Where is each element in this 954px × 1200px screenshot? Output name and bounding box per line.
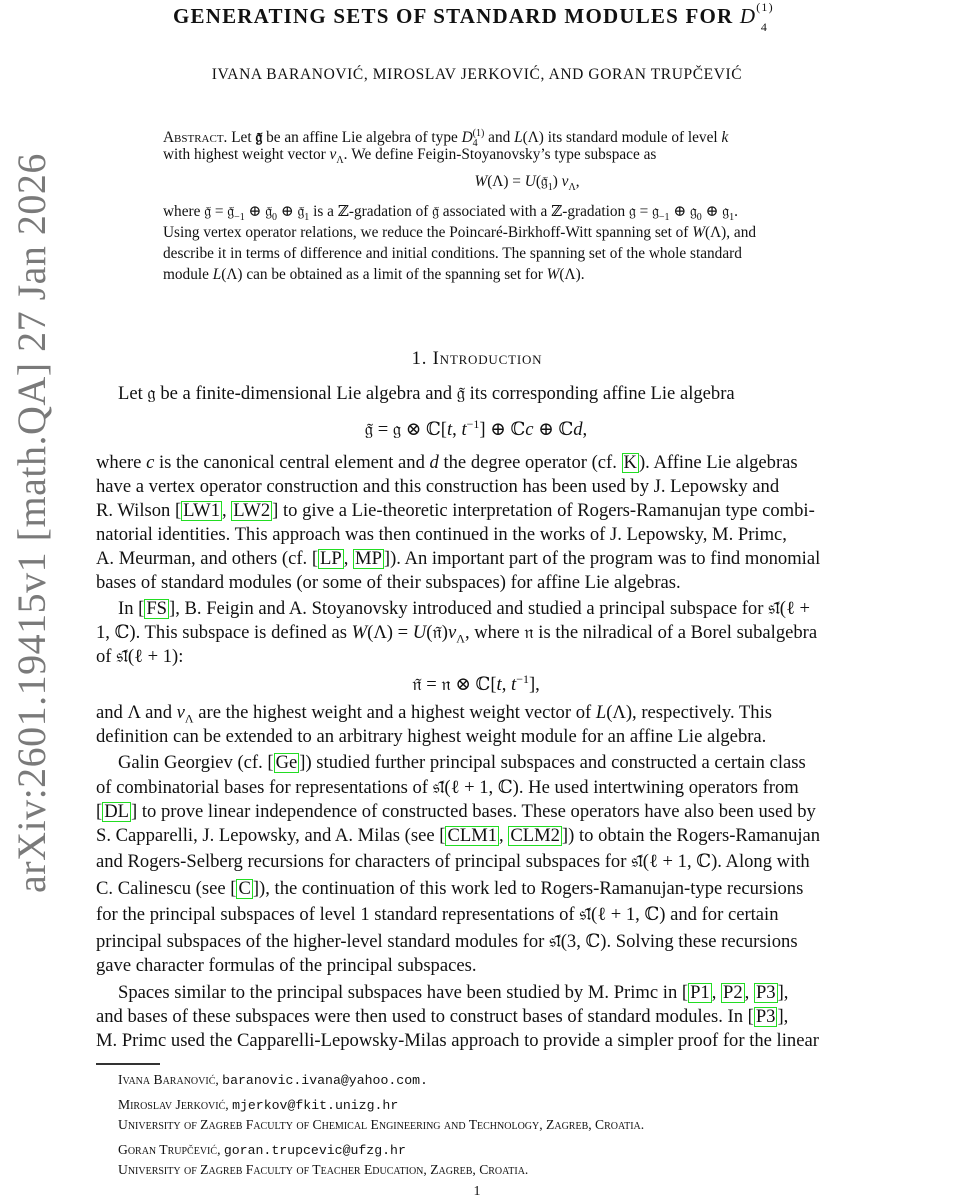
- citation-link[interactable]: Ge: [275, 752, 298, 773]
- title-math-d: D: [739, 4, 757, 28]
- paragraph-line: and bases of these subspaces were then used to construct bases of standard modules. In [ P3 ],: [96, 1006, 789, 1027]
- citation-link[interactable]: MP: [355, 548, 382, 569]
- abstract-line: module L(Λ) can be obtained as a limit of the spanning set for W(Λ).: [163, 266, 585, 283]
- paragraph-line: Galin Georgiev (cf. [ Ge ]) studied further principal subspaces and constructed a certain class: [118, 752, 806, 773]
- paragraph-line: A. Meurman, and others (cf. [ LP , MP ]). An important part of the program was to find monomial: [96, 548, 821, 569]
- paragraph-line: Let 𝔤 be a finite-dimensional Lie algebra and 𝔤̃ its corresponding affine Lie algebra: [118, 383, 735, 404]
- citation-link[interactable]: FS: [146, 598, 168, 619]
- paragraph-line: principal subspaces of the higher-level standard modules for 𝔰𝔩̃(3, ℂ). Solving these recursions: [96, 931, 798, 952]
- footnote-email[interactable]: goran.trupcevic@ufzg.hr: [223, 1143, 406, 1158]
- paragraph-line: of 𝔰𝔩̃(ℓ + 1):: [96, 646, 184, 667]
- footnote-divider: [96, 1063, 160, 1065]
- paragraph-line: Spaces similar to the principal subspaces have been studied by M. Primc in [ P1 , P2 , P3 ],: [118, 982, 789, 1003]
- citation-link[interactable]: LW1: [183, 500, 220, 521]
- author-list: IVANA BARANOVIĆ, MIROSLAV JERKOVIĆ, AND GORAN TRUPČEVIĆ: [211, 66, 743, 83]
- paragraph-line: In [ FS ], B. Feigin and A. Stoyanovsky introduced and studied a principal subspace for 𝔰𝔩̃(ℓ +: [118, 598, 811, 619]
- paragraph-line: gave character formulas of the principal subspaces.: [96, 955, 477, 976]
- page-number: 1: [473, 1184, 481, 1199]
- abstract-label: Abstract.: [163, 129, 228, 147]
- citation-link[interactable]: CLM2: [510, 825, 560, 846]
- footnote-email[interactable]: mjerkov@fkit.unizg.hr: [232, 1098, 399, 1113]
- paragraph-line: bases of standard modules (or some of their subspaces) for affine Lie algebras.: [96, 572, 681, 593]
- citation-link[interactable]: CLM1: [447, 825, 498, 846]
- citation-link[interactable]: DL: [104, 801, 129, 822]
- paragraph-line: where c is the canonical central element and d the degree operator (cf. K ). Affine Lie algebras: [96, 452, 798, 473]
- footnote-author-3: Goran Trupčević, goran.trupcevic@ufzg.hr: [118, 1142, 406, 1158]
- section-number: 1.: [411, 348, 428, 369]
- paragraph-line: S. Capparelli, J. Lepowsky, and A. Milas (see [ CLM1 , CLM2 ]) to obtain the Rogers-Ramanujan: [96, 825, 821, 846]
- citation-link[interactable]: K: [623, 452, 637, 473]
- paragraph-line: natorial identities. This approach was then continued in the works of J. Lepowsky, M. Primc,: [96, 524, 787, 545]
- citation-link[interactable]: P3: [755, 1006, 776, 1027]
- paragraph-line: R. Wilson [ LW1 , LW2 ] to give a Lie-theoretic interpretation of Rogers-Ramanujan type combi-: [96, 500, 815, 521]
- paragraph-line: and Λ and $v_\Lambda$ are the highest weight and a highest weight vector of L(Λ), respectively. This: [96, 702, 772, 726]
- citation-link[interactable]: P1: [690, 982, 710, 1003]
- footnote-author-1: Ivana Baranović, baranovic.ivana@yahoo.com.: [118, 1072, 428, 1088]
- paragraph-line: 1, ℂ). This subspace is defined as $W(\Lambda) = U(𝔫̃)v_\Lambda$, where 𝔫 is the nilradical of a Borel subalgebra: [96, 622, 818, 646]
- title-math-sup: (1): [756, 0, 774, 14]
- paragraph-line: definition can be extended to an arbitrary highest weight module for an affine Lie algebra.: [96, 726, 767, 747]
- section-title: Introduction: [432, 348, 543, 369]
- footnote-email[interactable]: baranovic.ivana@yahoo.com.: [222, 1073, 428, 1088]
- footnote-author-2: Miroslav Jerković, mjerkov@fkit.unizg.hr: [118, 1097, 399, 1113]
- footnote-affiliation: University of Zagreb Faculty of Teacher Education, Zagreb, Croatia.: [118, 1162, 529, 1177]
- abstract-line: where 𝔤̃ = $𝔤̃_{-1}$ ⊕ $𝔤̃_0$ ⊕ $𝔤̃_1$ is a ℤ-gradation of 𝔤̃ associated with a ℤ-gradation 𝔤 = 𝔤$_{-1}$ ⊕ 𝔤$_0$ ⊕ 𝔤$_1$.: [163, 203, 738, 224]
- citation-link[interactable]: LP: [320, 548, 342, 569]
- title-math-sub: 4: [760, 20, 769, 34]
- abstract-equation: $W(\Lambda) = U(𝔤̃_1)$ $v_\Lambda$,: [474, 173, 580, 194]
- abstract-line: Abstract. Let 𝔤̃ be an affine Lie algebra of type $D_4^{(1)}$ and L(Λ) its standard module of level k: [163, 128, 729, 150]
- abstract-line: Using vertex operator relations, we reduce the Poincaré-Birkhoff-Witt spanning set of W(Λ), and: [163, 224, 756, 241]
- paragraph-line: M. Primc used the Capparelli-Lepowsky-Milas approach to provide a simpler proof for the linear: [96, 1030, 819, 1051]
- footnote-author-name: Miroslav Jerković: [118, 1097, 226, 1112]
- paragraph-line: have a vertex operator construction and this construction has been used by J. Lepowsky and: [96, 476, 780, 497]
- paragraph-line: C. Calinescu (see [ C ]), the continuation of this work led to Rogers-Ramanujan-type recursions: [96, 878, 804, 899]
- citation-link[interactable]: C: [238, 878, 251, 899]
- footnote-author-name: Ivana Baranović: [118, 1072, 216, 1087]
- display-equation: 𝔤̃ = 𝔤 ⊗ ℂ[t, $t^{-1}$] ⊕ ℂc ⊕ ℂd,: [364, 417, 588, 441]
- arxiv-identifier-stamp: arXiv:2601.19415v1 [math.QA] 27 Jan 2026: [9, 153, 54, 893]
- paragraph-line: [ DL ] to prove linear independence of constructed bases. These operators have also been used by: [96, 801, 816, 822]
- citation-link[interactable]: P3: [755, 982, 776, 1003]
- citation-link[interactable]: P2: [723, 982, 743, 1003]
- paragraph-line: and Rogers-Selberg recursions for characters of principal subspaces for 𝔰𝔩̃(ℓ + 1, ℂ). Along with: [96, 851, 810, 872]
- paragraph-line: for the principal subspaces of level 1 standard representations of 𝔰𝔩̃(ℓ + 1, ℂ) and for certain: [96, 904, 779, 925]
- footnote-author-name: Goran Trupčević: [118, 1142, 218, 1157]
- abstract-line: describe it in terms of difference and initial conditions. The spanning set of the whole standard: [163, 245, 742, 262]
- paper-title: [0, 0, 954, 34]
- citation-link[interactable]: LW2: [233, 500, 271, 521]
- display-equation: 𝔫̃ = 𝔫 ⊗ ℂ[t, $t^{-1}$],: [412, 672, 540, 696]
- paragraph-line: of combinatorial bases for representations of 𝔰𝔩̃(ℓ + 1, ℂ). He used intertwining operators from: [96, 777, 799, 798]
- footnote-affiliation: University of Zagreb Faculty of Chemical Engineering and Technology, Zagreb, Croatia.: [118, 1117, 645, 1132]
- abstract-line: with highest weight vector $v_\Lambda$. We define Feigin-Stoyanovsky’s type subspace as: [163, 146, 657, 167]
- section-heading-introduction: [0, 348, 954, 370]
- title-text: GENERATING SETS OF STANDARD MODULES FOR: [172, 4, 734, 28]
